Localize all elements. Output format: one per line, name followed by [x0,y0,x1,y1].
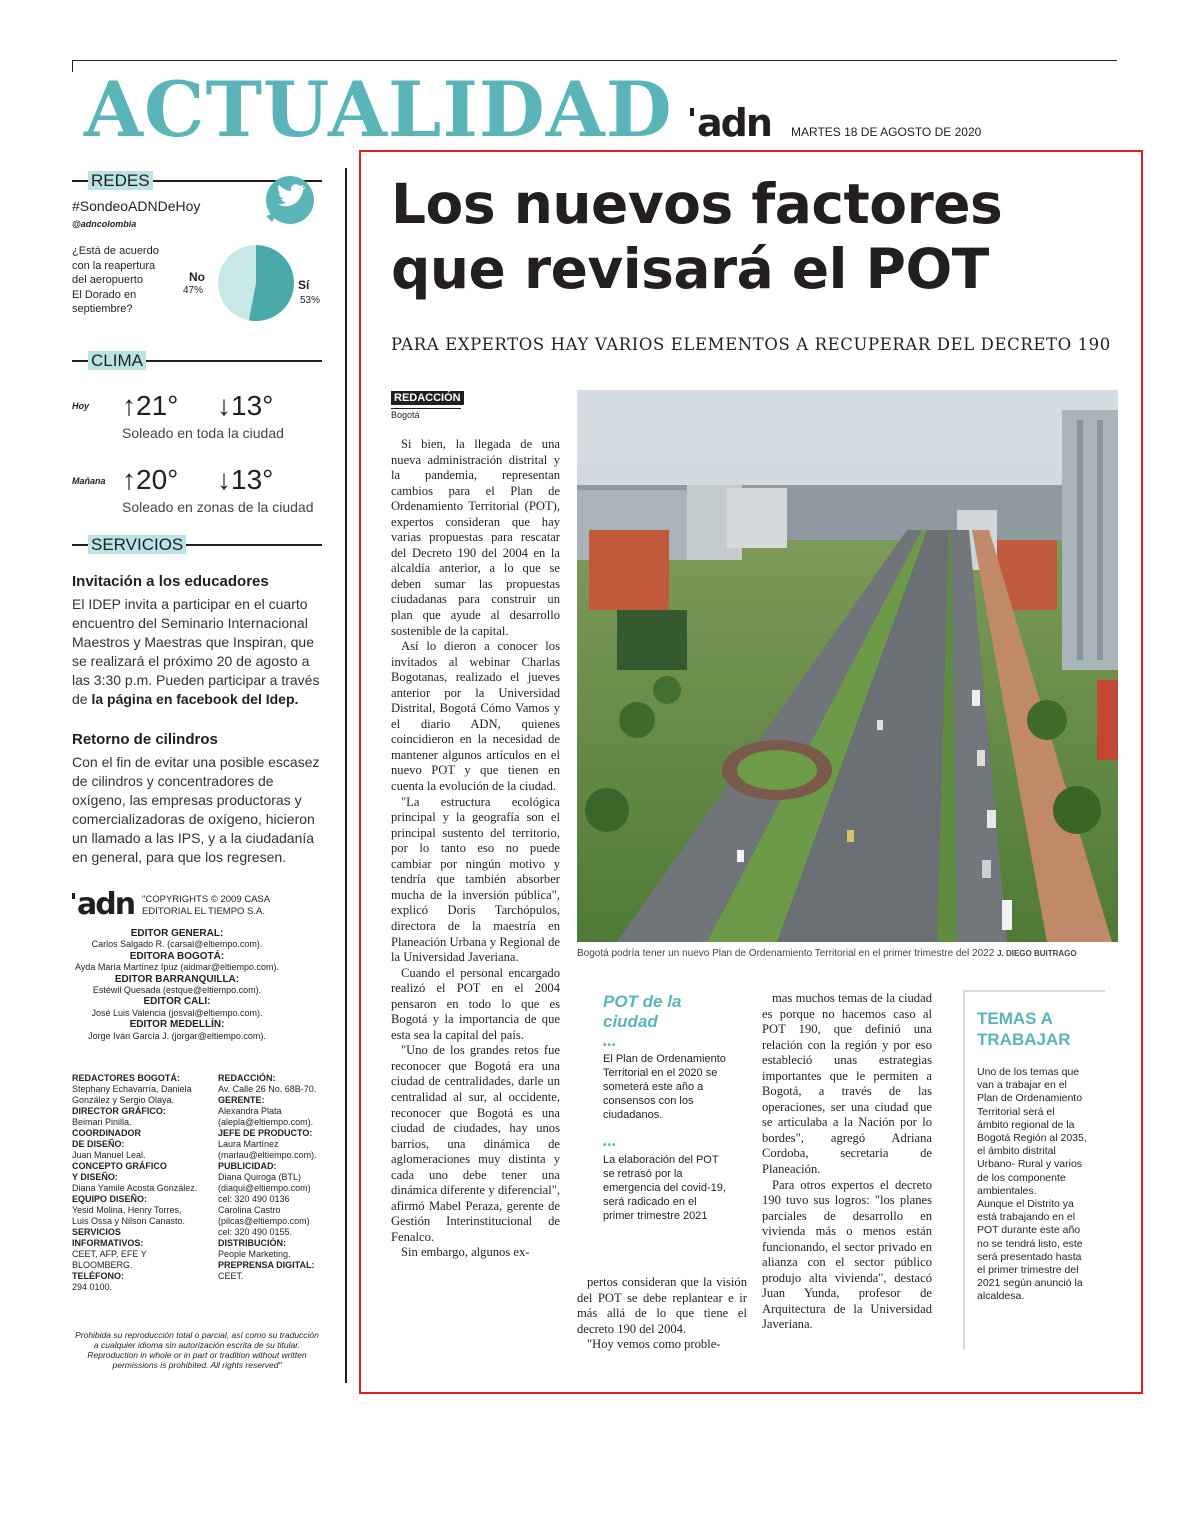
service-text-cilindros: Con el fin de evitar una posible escasez de cilindros y concentradores de oxígeno, las empresas productoras y comercializadoras de oxígeno, hicieron un llamado a las IPS, y a la ciudadanía en general, para que los regresen. [72,754,320,865]
service-title-educadores: Invitación a los educadores [72,573,269,590]
copyright-notice: "COPYRIGHTS © 2009 CASA EDITORIAL EL TIEMPO S.A. [142,894,271,917]
poll-label-no: No [189,270,205,284]
poll-percent-si: 53% [300,295,321,306]
pot-box-note-1: El Plan de Ordenamiento Territorial en el 2020 se someterá este año a consensos con los ciudadanos. [603,1053,726,1121]
article-paragraph: "La estructura ecológica principal y la geografía son el principal sustento del territorio, por lo tanto eso no puede cambiar por ningún motivo y tendría que también absorber mucha de la inversión pública", explicó Doris Tarchópulos, directora de la maestría en Planeación Urbana y Regional de la Universidad Javeriana. [391,794,560,965]
adn-logo: adn [690,104,771,142]
article-paragraph: pertos consideran que la visión del POT se debe replantear e ir más allá de lo que tiene el decreto 190 del 2004. [577,1275,747,1336]
weather-high-tomorrow: ↑20° [122,464,179,495]
article-paragraph: Para otros expertos el decreto 190 tuvo sus logros: "los planes parciales de desarrollo en vivienda más o menos están funcionando, el sector privado en alianza con el sector público produjo alta vivienda", destacó Juan Yunda, profesor de Arquitectura de la Universidad Javeriana. [762,1177,932,1332]
legal-notice: Prohibida su reproducción total o parcial, así como su traducción a cualquier idioma sin autorización escrita de su titular. Reproduction in whole or in part or tradition without written permissions is prohibited. All rights reserved" [75,1330,319,1370]
photo-credit: J. DIEGO BUITRAGO [997,949,1077,958]
twitter-icon [262,174,320,228]
poll-percent-no: 47% [183,285,204,296]
poll-label-si: Sí [298,278,310,292]
temas-line: 2021 según anunció la [977,1277,1083,1290]
weather-high-today: ↑21° [122,390,179,421]
pot-box-title: POT de la ciudad [603,992,682,1031]
photo-caption: Bogotá podría tener un nuevo Plan de Ordenamiento Territorial en el primer trimestre del 2022 J. DIEGO BUITRAGO [577,948,1077,959]
temas-line: el ámbito distrital [977,1145,1056,1158]
article-photo [577,390,1118,942]
temas-line: Urbano- Rural y varios [977,1158,1083,1171]
article-paragraph: Así lo dieron a conocer los invitados al webinar Charlas Bogotanas, realizado el jueves anterior por la Universidad Distrital, Bogotá Cómo Vamos y el diario ADN, quienes coincidieron en la necesidad de mantener algunos artículos en el nuevo POT y que tienen en cuenta la evolución de la ciudad. [391,639,560,794]
edition-date: MARTES 18 DE AGOSTO DE 2020 [791,125,982,139]
temas-line: alcaldesa. [977,1290,1025,1303]
temas-line: Plan de Ordenamiento [977,1092,1083,1105]
article-paragraph: Sin embargo, algunos ex- [401,1245,530,1260]
weather-desc-today: Soleado en toda la ciudad [122,425,284,441]
article-byline: REDACCIÓN [391,391,464,405]
temas-line: ámbito regional de la [977,1118,1075,1131]
article-column-3 [762,991,932,1333]
pot-box-dots-1: ••• [603,1040,617,1051]
redes-header: REDES [72,171,322,189]
weather-day-today: Hoy [72,401,90,411]
idep-facebook-link[interactable]: la página en facebook del Idep. [91,691,299,707]
poll-pie-chart [216,243,296,323]
temas-line: POT durante este año [977,1224,1081,1237]
weather-desc-tomorrow: Soleado en zonas de la ciudad [122,499,314,515]
article-place: Bogotá [391,408,461,420]
temas-line: no se tendrá listo, este [977,1237,1083,1250]
temas-line: Aunque el Distrito ya [977,1198,1074,1211]
article-column-2 [577,1275,747,1353]
adn-logo-small: adn [72,890,134,920]
clima-header: CLIMA [72,351,322,369]
poll-question: ¿Está de acuerdo con la reapertura del aeropuerto El Dorado en septiembre? [72,245,159,315]
temas-line: Territorial será el [977,1105,1055,1118]
temas-line: de los componente [977,1171,1066,1184]
article-subhead: PARA EXPERTOS HAY VARIOS ELEMENTOS A RECUPERAR DEL DECRETO 190 [391,335,1111,354]
temas-line: está trabajando en el [977,1211,1076,1224]
temas-line: Bogotá Región al 2035, [977,1132,1087,1145]
staff-right: REDACCIÓN: Av. Calle 26 No. 68B-70. GERENTE: Alexandra Plata (alepla@eltiempo.com). JEFE DE PRODUCTO: Laura Martínez (marlau@eltiempo.com). PUBLICIDAD: Diana Quiroga (BTL) (diaqui@eltiempo.com) cel: 320 490 0136 Carolina Castro (pilcas@eltiempo.com) cel: 320 490 0155. DISTRIBUCIÓN: People Marketing. PREPRENSA DIGITAL: CEET. [218,1073,317,1281]
article-paragraph: Si bien, la llegada de una nueva administración distrital y la pandemia, representan cambios para el Plan de Ordenamiento Territorial (POT), expertos consideran que hay varias propuestas para rescatar del Decreto 190 del 2004 en la alcaldía anterior, a lo que se deben sumar las propuestas ciudadanas para construir un plan que ayude al desarrollo sostenible de la capital. [391,437,560,638]
temas-line: Uno de los temas que [977,1066,1080,1078]
article-paragraph: "Hoy vemos como proble- [587,1337,721,1352]
poll-slice-no [218,245,256,320]
temas-box-text [977,1066,1095,1304]
weather-low-tomorrow: ↓13° [217,464,274,495]
service-text-educadores: El IDEP invita a participar en el cuarto encuentro del Seminario Internacional Maestros y Maestras que Inspiran, que se realizará el próximo 20 de agosto a las 3:30 p.m. Pueden participar a través de la página en facebook del Idep. [72,596,320,707]
staff-left: REDACTORES BOGOTÁ: Stephany Echavarría, Daniela González y Sergio Olaya. DIRECTOR GRÁFICO: Beiman Pinilla. COORDINADOR DE DISEÑO: Juan Manuel Leal. CONCEPTO GRÁFICO Y DISEÑO: Diana Yamile Acosta González. EQUIPO DISEÑO: Yesid Molina, Henry Torres, Luis Ossa y Nilson Canasto. SERVICIOS INFORMATIVOS: CEET, AFP, EFE Y BLOOMBERG. TELÉFONO: 294 0100. [72,1073,198,1292]
poll-hashtag: #SondeoADNDeHoy [72,198,201,214]
section-title: ACTUALIDAD [84,65,673,154]
article-paragraph: Cuando el personal encargado realizó el POT en el 2004 pensaron en todo lo que es Bogotá y la importancia de que esta sea la capital del país. [391,965,560,1042]
article-column-1 [391,437,560,1261]
temas-line: será presentado hasta [977,1250,1082,1263]
temas-box-title: TEMAS A TRABAJAR [977,1009,1071,1049]
poll-handle: @adncolombia [72,219,137,229]
weather-day-tomorrow: Mañana [72,476,106,486]
article-paragraph: mas muchos temas de la ciudad es porque no hacemos caso al POT 190, que definió una relación con la región y por eso estableció unas estrategias importantes que le permiten a Bogotá, a través de las operaciones, ser una ciudad que se articulaba a la Nación por lo bordes", agregó Adriana Cordoba, secretaria de Planeación. [762,991,932,1177]
weather-low-today: ↓13° [217,390,274,421]
temas-line: van a trabajar en el [977,1079,1067,1092]
article-paragraph: "Uno de los grandes retos fue reconocer que Bogotá era una ciudad de centralidades, darle un centralidad al sur, al occidente, reconocer que Bogotá es una ciudad de ciudades, hay unos barrios, una dinámica de aglomeraciones muy distinta y cada uno debe tener una dinámica diferente y diferencial", afirmó Mabel Peraza, gerente de Gestión Interinstitucional de Fenalco. [391,1043,560,1244]
temas-line: el primer trimestre del [977,1264,1079,1277]
article-headline: Los nuevos factores que revisará el POT [391,172,1003,301]
pot-box-note-2: La elaboración del POT se retrasó por la emergencia del covid-19, será radicado en el primer trimestre 2021 [603,1154,726,1222]
editors-list: EDITOR GENERAL: Carlos Salgado R. (carsal@eltiempo.com). EDITORA BOGOTÁ: Ayda María Martínez Ipuz (aidmar@eltiempo.com). EDITOR BARRANQUILLA: Estéwil Quesada (estque@eltiempo.com). EDITOR CALI: José Luis Valencia (josval@eltiempo.com). EDITOR MEDELLÍN: Jorge Iván García J. (jorgar@eltiempo.com). [74,928,280,1041]
servicios-header: SERVICIOS [72,535,322,553]
pot-box-dots-2: ••• [603,1140,617,1151]
service-title-cilindros: Retorno de cilindros [72,731,218,748]
top-rule [72,60,1117,61]
temas-line: ambientales. [977,1184,1037,1197]
top-rule-tick [72,60,73,72]
